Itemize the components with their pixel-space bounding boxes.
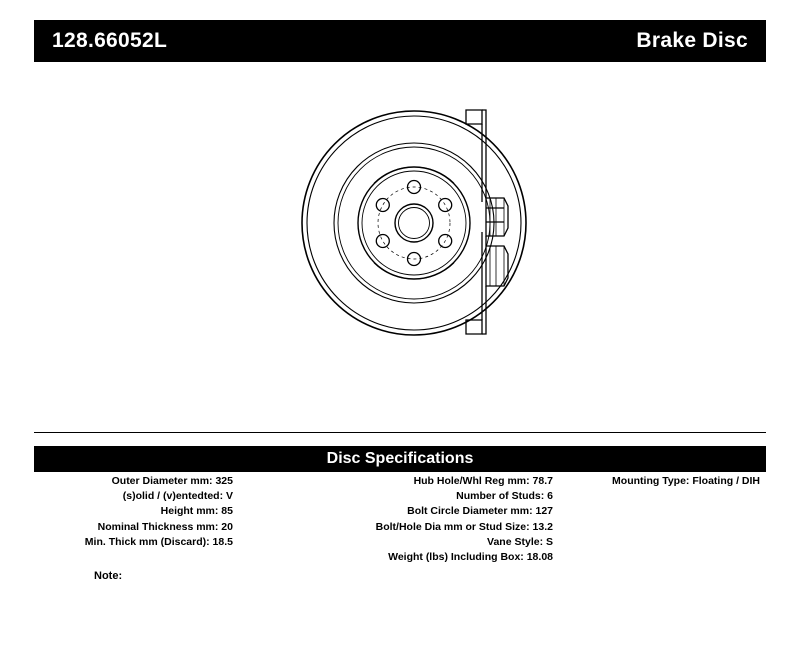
spec-item: Outer Diameter mm: 325: [111, 475, 233, 487]
spec-item: Bolt/Hole Dia mm or Stud Size: 13.2: [375, 520, 553, 533]
specifications-title: Disc Specifications: [326, 450, 474, 467]
header-bar: [34, 20, 766, 62]
spec-item: Hub Hole/Whl Reg mm: 78.7: [413, 475, 553, 487]
note-label: Note:: [94, 570, 123, 582]
spec-item: Mounting Type: Floating / DIH: [612, 475, 760, 487]
specifications-body: [34, 474, 766, 594]
section-divider: [34, 432, 766, 433]
spec-item: Vane Style: S: [487, 535, 553, 548]
rotor-side-section-view: [452, 102, 532, 342]
part-number: 128.66052L: [52, 29, 168, 52]
stud-holes: [376, 181, 451, 266]
spec-item: Nominal Thickness mm: 20: [97, 520, 233, 533]
specifications-title-bar: [34, 446, 766, 472]
spec-column-left: [34, 474, 239, 594]
spec-item: Number of Studs: 6: [456, 490, 553, 503]
spec-item: Min. Thick mm (Discard): 18.5: [84, 535, 233, 548]
spec-item: Weight (lbs) Including Box: 18.08: [388, 551, 553, 564]
document-title: Brake Disc: [636, 29, 748, 52]
spec-item: (s)olid / (v)entedted: V: [122, 490, 233, 503]
spec-column-middle: [239, 474, 559, 594]
technical-drawing: [34, 80, 766, 420]
spec-item: Height mm: 85: [160, 505, 233, 518]
spec-column-right: [559, 474, 766, 594]
spec-item: Bolt Circle Diameter mm: 127: [407, 505, 553, 518]
